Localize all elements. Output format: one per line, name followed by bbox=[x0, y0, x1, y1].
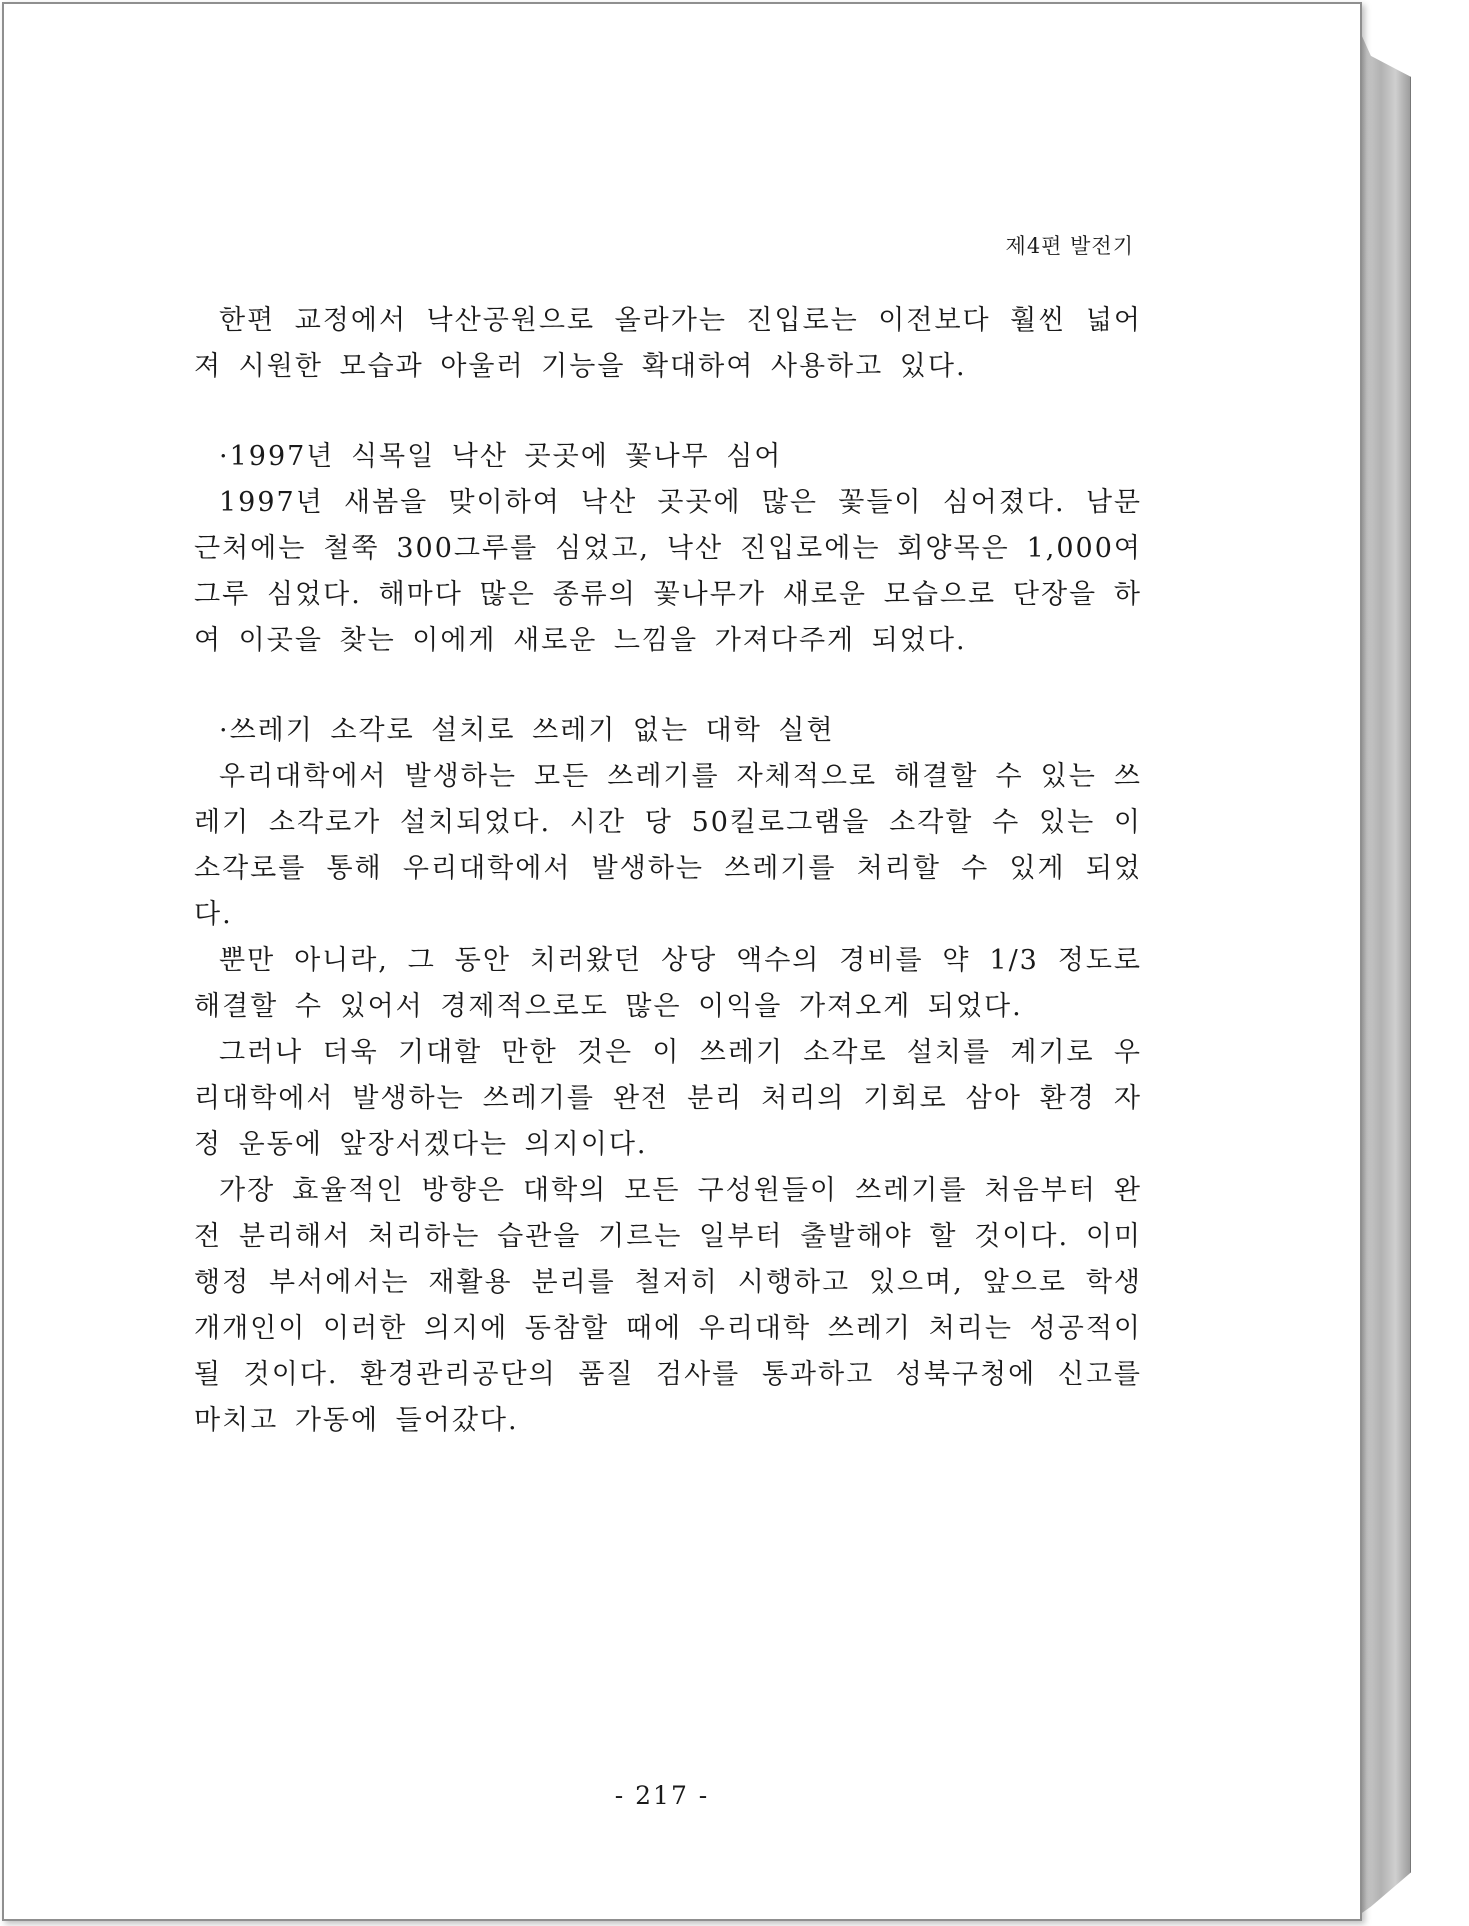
paragraph-flower-planting: 1997년 새봄을 맞이하여 낙산 곳곳에 많은 꽃들이 심어졌다. 남문 근처에는 철쭉 300그루를 심었고, 낙산 진입로에는 회양목은 1,000여 그루 심었다. 해마다 많은 종류의 꽃나무가 새로운 모습으로 단장을 하여 이곳을 찾는 이에게 새로운 느낌을 가져다주게 되었다. bbox=[194, 487, 1142, 656]
section-heading-arbor-day: ·1997년 식목일 낙산 곳곳에 꽃나무 심어 bbox=[219, 441, 783, 472]
paragraph-incinerator-installed: 우리대학에서 발생하는 모든 쓰레기를 자체적으로 해결할 수 있는 쓰레기 소각로가 설치되었다. 시간 당 50킬로그램을 소각할 수 있는 이 소각로를 통해 우리대학에서 발생하는 쓰레기를 처리할 수 있게 되었다. bbox=[194, 761, 1142, 930]
page-number: - 217 - bbox=[614, 1781, 710, 1810]
paragraph-separation-habit: 가장 효율적인 방향은 대학의 모든 구성원들이 쓰레기를 처음부터 완전 분리해서 처리하는 습관을 기르는 일부터 출발해야 할 것이다. 이미 행정 부서에서는 재활용 분리를 철저히 시행하고 있으며, 앞으로 학생 개개인이 이러한 의지에 동참할 때에 우리대학 쓰레기 처리는 성공적이 될 것이다. 환경관리공단의 품질 검사를 통과하고 성북구청에 신고를 마치고 가동에 들어갔다. bbox=[194, 1175, 1142, 1436]
section-gap bbox=[194, 390, 1142, 434]
running-head: 제4편 발전기 bbox=[1005, 234, 1134, 258]
section-gap bbox=[194, 664, 1142, 708]
paragraph-environment-will: 그러나 더욱 기대할 만한 것은 이 쓰레기 소각로 설치를 계기로 우리대학에서 발생하는 쓰레기를 완전 분리 처리의 기회로 삼아 환경 자정 운동에 앞장서겠다는 의지이다. bbox=[194, 1037, 1142, 1160]
paragraph-cost-savings: 뿐만 아니라, 그 동안 치러왔던 상당 액수의 경비를 약 1/3 정도로 해결할 수 있어서 경제적으로도 많은 이익을 가져오게 되었다. bbox=[194, 945, 1142, 1022]
section-heading-incinerator: ·쓰레기 소각로 설치로 쓰레기 없는 대학 실현 bbox=[219, 715, 835, 746]
book-page bbox=[2, 2, 1362, 1921]
page-body bbox=[194, 298, 1142, 1444]
paragraph-approach-road: 한편 교정에서 낙산공원으로 올라가는 진입로는 이전보다 훨씬 넓어져 시원한 모습과 아울러 기능을 확대하여 사용하고 있다. bbox=[194, 305, 1142, 382]
